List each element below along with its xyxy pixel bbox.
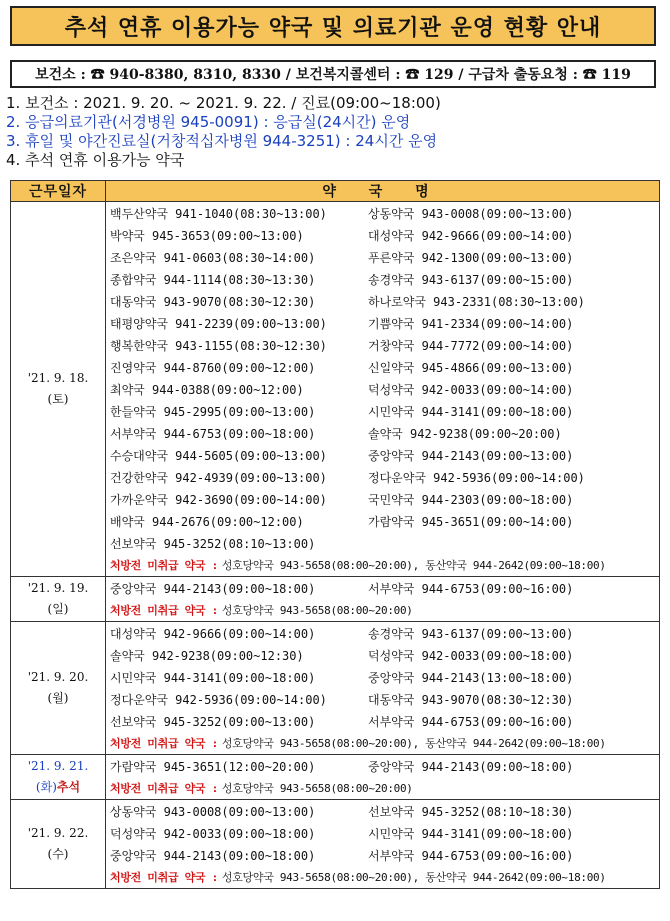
list-item bbox=[110, 224, 659, 246]
pharmacy-entry: 가람약국 945-3651(12:00~20:00) bbox=[110, 759, 316, 774]
list-item bbox=[110, 688, 659, 710]
no-prescription-row bbox=[110, 777, 659, 799]
pharmacy-entry: 덕성약국 942-0033(09:00~18:00) bbox=[110, 826, 316, 841]
list-item bbox=[110, 202, 659, 224]
table-row bbox=[11, 800, 660, 889]
pharmacy-entry: 송경약국 943-6137(09:00~15:00) bbox=[368, 272, 574, 287]
pharmacy-entry: 서부약국 944-6753(09:00~16:00) bbox=[368, 581, 574, 596]
work-date bbox=[11, 800, 106, 889]
weekday-text: (월) bbox=[47, 691, 69, 705]
note-3: 3. 휴일 및 야간진료실(거창적십자병원 944-3251) : 24시간 운영 bbox=[6, 132, 438, 150]
pharmacy-entry: 가까운약국 942-3690(09:00~14:00) bbox=[110, 492, 327, 507]
date-text: '21. 9. 20. bbox=[27, 670, 89, 684]
list-item bbox=[110, 488, 659, 510]
no-prescription-label: 처방전 미취급 약국 : bbox=[110, 559, 218, 572]
note-2: 2. 응급의료기관(서경병원 945-0091) : 응급실(24시간) 운영 bbox=[6, 113, 411, 131]
list-item bbox=[110, 444, 659, 466]
pharmacy-entry: 국민약국 944-2303(09:00~18:00) bbox=[368, 492, 574, 507]
list-item bbox=[110, 532, 659, 554]
contact-bar: 보건소 : ☎ 940-8380, 8310, 8330 / 보건복지콜센터 : ☎ 129 / 구급차 출동요청 : ☎ 119 bbox=[10, 60, 656, 88]
list-item bbox=[110, 755, 659, 777]
list-item bbox=[110, 800, 659, 822]
no-prescription-pharmacies: 성호당약국 943-5658(08:00~20:00), 동산약국 944-2642(09:00~18:00) bbox=[221, 871, 606, 884]
list-item bbox=[110, 290, 659, 312]
list-item bbox=[110, 400, 659, 422]
no-prescription-pharmacies: 성호당약국 943-5658(08:00~20:00) bbox=[221, 782, 413, 795]
pharmacy-entry: 송경약국 943-6137(09:00~13:00) bbox=[368, 626, 574, 641]
list-item bbox=[110, 312, 659, 334]
list-item bbox=[110, 844, 659, 866]
page-title: 추석 연휴 이용가능 약국 및 의료기관 운영 현황 안내 bbox=[10, 6, 656, 46]
pharmacy-entry: 시민약국 944-3141(09:00~18:00) bbox=[110, 670, 316, 685]
work-date bbox=[11, 202, 106, 577]
pharmacy-entry: 선보약국 945-3252(08:10~18:30) bbox=[368, 804, 574, 819]
weekday-text: (토) bbox=[47, 392, 69, 406]
note-4: 4. 추석 연휴 이용가능 약국 bbox=[6, 151, 185, 169]
pharmacy-entry: 중앙약국 944-2143(09:00~18:00) bbox=[110, 581, 316, 596]
list-item bbox=[110, 622, 659, 644]
list-item bbox=[110, 378, 659, 400]
pharmacy-entry: 시민약국 944-3141(09:00~18:00) bbox=[368, 404, 574, 419]
no-prescription-row bbox=[110, 866, 659, 888]
pharmacy-list bbox=[106, 202, 660, 577]
no-prescription-row bbox=[110, 732, 659, 754]
pharmacy-entry: 시민약국 944-3141(09:00~18:00) bbox=[368, 826, 574, 841]
pharmacy-entry: 선보약국 945-3252(09:00~13:00) bbox=[110, 714, 316, 729]
pharmacy-entry: 행복한약국 943-1155(08:30~12:30) bbox=[110, 338, 327, 353]
date-text: '21. 9. 19. bbox=[27, 581, 89, 595]
list-item bbox=[110, 268, 659, 290]
notes bbox=[6, 94, 656, 170]
list-item bbox=[110, 710, 659, 732]
pharmacy-entry: 가람약국 945-3651(09:00~14:00) bbox=[368, 514, 574, 529]
date-text: '21. 9. 22. bbox=[27, 826, 89, 840]
no-prescription-label: 처방전 미취급 약국 : bbox=[110, 604, 218, 617]
no-prescription-pharmacies: 성호당약국 943-5658(08:00~20:00) bbox=[221, 604, 413, 617]
list-item bbox=[110, 666, 659, 688]
no-prescription-pharmacies: 성호당약국 943-5658(08:00~20:00), 동산약국 944-2642(09:00~18:00) bbox=[221, 737, 606, 750]
pharmacy-entry: 백두산약국 941-1040(08:30~13:00) bbox=[110, 206, 327, 221]
pharmacy-entry: 덕성약국 942-0033(09:00~14:00) bbox=[368, 382, 574, 397]
header-pharmacy: 약 국 명 bbox=[106, 181, 660, 202]
pharmacy-entry: 선보약국 945-3252(08:10~13:00) bbox=[110, 536, 316, 551]
weekday-text: (일) bbox=[47, 602, 69, 616]
no-prescription-row bbox=[110, 599, 659, 621]
pharmacy-entry: 솔약국 942-9238(09:00~12:30) bbox=[110, 648, 304, 663]
pharmacy-entry: 박약국 945-3653(09:00~13:00) bbox=[110, 228, 304, 243]
list-item bbox=[110, 356, 659, 378]
table-row bbox=[11, 622, 660, 755]
pharmacy-entry: 수승대약국 944-5605(09:00~13:00) bbox=[110, 448, 327, 463]
pharmacy-entry: 종합약국 944-1114(08:30~13:30) bbox=[110, 272, 316, 287]
pharmacy-entry: 조은약국 941-0603(08:30~14:00) bbox=[110, 250, 316, 265]
table-row bbox=[11, 577, 660, 622]
pharmacy-list bbox=[106, 577, 660, 622]
pharmacy-entry: 덕성약국 942-0033(09:00~18:00) bbox=[368, 648, 574, 663]
pharmacy-table bbox=[10, 180, 660, 889]
list-item bbox=[110, 334, 659, 356]
pharmacy-entry: 서부약국 944-6753(09:00~18:00) bbox=[110, 426, 316, 441]
weekday-text: (수) bbox=[47, 847, 69, 861]
list-item bbox=[110, 466, 659, 488]
work-date bbox=[11, 755, 106, 800]
list-item bbox=[110, 822, 659, 844]
pharmacy-entry: 정다운약국 942-5936(09:00~14:00) bbox=[110, 692, 327, 707]
table-body bbox=[11, 202, 660, 889]
list-item bbox=[110, 510, 659, 532]
work-date bbox=[11, 622, 106, 755]
weekday-text: (화) bbox=[35, 780, 57, 794]
pharmacy-entry: 한들약국 945-2995(09:00~13:00) bbox=[110, 404, 316, 419]
pharmacy-entry: 상동약국 943-0008(09:00~13:00) bbox=[110, 804, 316, 819]
pharmacy-entry: 중앙약국 944-2143(09:00~13:00) bbox=[368, 448, 574, 463]
pharmacy-entry: 푸른약국 942-1300(09:00~13:00) bbox=[368, 250, 574, 265]
date-text: '21. 9. 18. bbox=[27, 371, 89, 385]
pharmacy-list bbox=[106, 800, 660, 889]
list-item bbox=[110, 577, 659, 599]
pharmacy-entry: 진영약국 944-8760(09:00~12:00) bbox=[110, 360, 316, 375]
pharmacy-entry: 신일약국 945-4866(09:00~13:00) bbox=[368, 360, 574, 375]
no-prescription-label: 처방전 미취급 약국 : bbox=[110, 737, 218, 750]
list-item bbox=[110, 422, 659, 444]
pharmacy-entry: 대성약국 942-9666(09:00~14:00) bbox=[368, 228, 574, 243]
pharmacy-entry: 서부약국 944-6753(09:00~16:00) bbox=[368, 848, 574, 863]
pharmacy-entry: 태평양약국 941-2239(09:00~13:00) bbox=[110, 316, 327, 331]
table-row bbox=[11, 755, 660, 800]
pharmacy-entry: 거창약국 944-7772(09:00~14:00) bbox=[368, 338, 574, 353]
no-prescription-pharmacies: 성호당약국 943-5658(08:00~20:00), 동산약국 944-2642(09:00~18:00) bbox=[221, 559, 606, 572]
date-text: '21. 9. 21. bbox=[27, 759, 89, 773]
list-item bbox=[110, 246, 659, 268]
pharmacy-list bbox=[106, 622, 660, 755]
pharmacy-entry: 중앙약국 944-2143(09:00~18:00) bbox=[110, 848, 316, 863]
pharmacy-entry: 솔약국 942-9238(09:00~20:00) bbox=[368, 426, 562, 441]
pharmacy-entry: 대성약국 942-9666(09:00~14:00) bbox=[110, 626, 316, 641]
pharmacy-entry: 중앙약국 944-2143(09:00~18:00) bbox=[368, 759, 574, 774]
pharmacy-entry: 기쁨약국 941-2334(09:00~14:00) bbox=[368, 316, 574, 331]
pharmacy-entry: 상동약국 943-0008(09:00~13:00) bbox=[368, 206, 574, 221]
pharmacy-entry: 최약국 944-0388(09:00~12:00) bbox=[110, 382, 304, 397]
no-prescription-row bbox=[110, 554, 659, 576]
pharmacy-entry: 정다운약국 942-5936(09:00~14:00) bbox=[368, 470, 585, 485]
pharmacy-entry: 대동약국 943-9070(08:30~12:30) bbox=[110, 294, 316, 309]
pharmacy-entry: 하나로약국 943-2331(08:30~13:00) bbox=[368, 294, 585, 309]
no-prescription-label: 처방전 미취급 약국 : bbox=[110, 871, 218, 884]
table-header bbox=[11, 181, 660, 202]
list-item bbox=[110, 644, 659, 666]
pharmacy-entry: 대동약국 943-9070(08:30~12:30) bbox=[368, 692, 574, 707]
pharmacy-entry: 서부약국 944-6753(09:00~16:00) bbox=[368, 714, 574, 729]
pharmacy-entry: 배약국 944-2676(09:00~12:00) bbox=[110, 514, 304, 529]
header-date: 근무일자 bbox=[11, 181, 106, 202]
holiday-label: 추석 bbox=[56, 780, 81, 794]
work-date bbox=[11, 577, 106, 622]
pharmacy-entry: 중앙약국 944-2143(13:00~18:00) bbox=[368, 670, 574, 685]
note-1: 1. 보건소 : 2021. 9. 20. ~ 2021. 9. 22. / 진료(09:00~18:00) bbox=[6, 94, 441, 112]
no-prescription-label: 처방전 미취급 약국 : bbox=[110, 782, 218, 795]
table-row bbox=[11, 202, 660, 577]
pharmacy-entry: 건강한약국 942-4939(09:00~13:00) bbox=[110, 470, 327, 485]
pharmacy-list bbox=[106, 755, 660, 800]
